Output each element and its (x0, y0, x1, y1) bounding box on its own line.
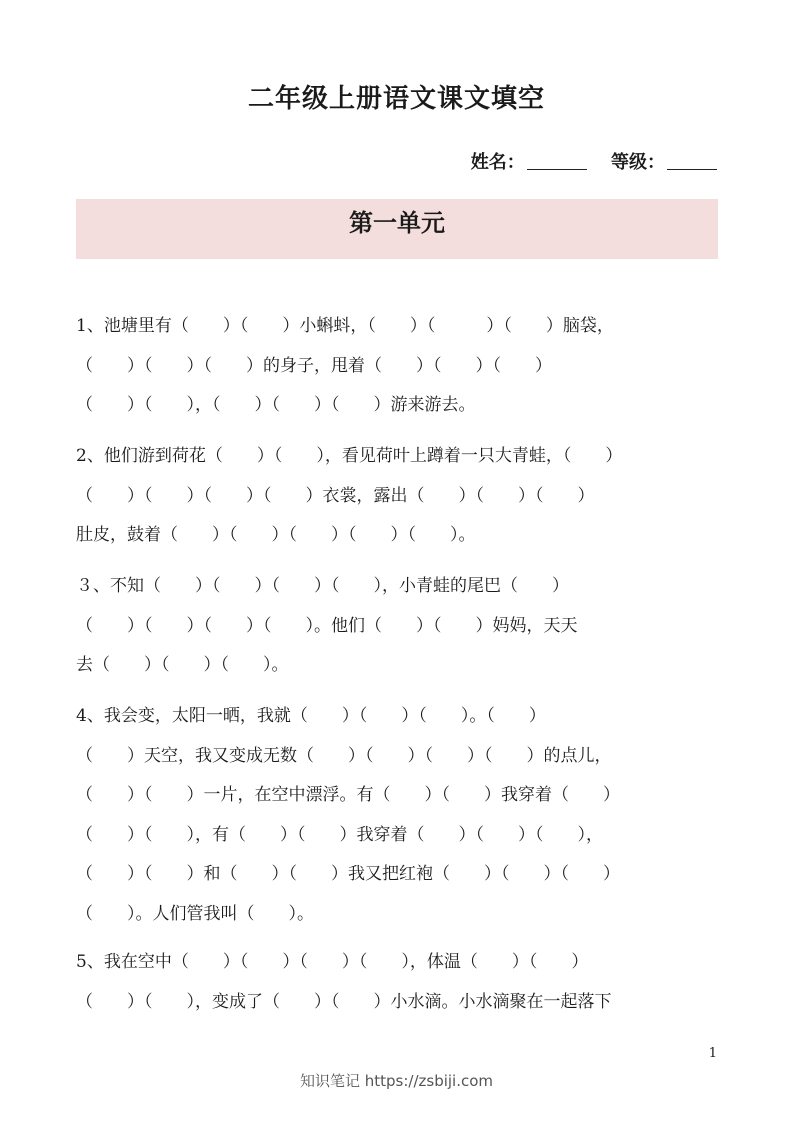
question-line: 5、我在空中（ ）（ ）（ ）（ ），体温（ ）（ ） (76, 952, 589, 972)
question-line: 去（ ）（ ）（ ）。 (76, 655, 289, 675)
question-line: （ ）（ ）（ ）（ ）。他们（ ）（ ）妈妈，天天 (76, 615, 578, 636)
question-line: ３、不知（ ）（ ）（ ）（ ），小青蛙的尾巴（ ） (76, 576, 569, 596)
question-line: 2、他们游到荷花（ ）（ ），看见荷叶上蹲着一只大青蛙，（ ） (76, 446, 623, 466)
page-title: 二年级上册语文课文填空 (247, 84, 545, 114)
question-5 (76, 951, 736, 1030)
unit-title: 第一单元 (349, 208, 445, 237)
question-line: （ ）。人们管我叫（ ）。 (76, 903, 314, 924)
name-label: 姓名： (470, 152, 525, 173)
name-blank[interactable] (527, 169, 587, 170)
question-line: 4、我会变，太阳一晒，我就（ ）（ ）（ ）。（ ） (76, 706, 546, 726)
question-line: 肚皮，鼓着（ ）（ ）（ ）（ ）（ ）。 (76, 525, 476, 545)
question-line: （ ）（ ），变成了（ ）（ ）小水滴。小水滴聚在一起落下 (76, 991, 612, 1012)
question-line: （ ）（ ）和（ ）（ ）我又把红袍（ ）（ ）（ ） (76, 864, 620, 884)
unit-banner (76, 199, 718, 259)
question-line: 1、池塘里有（ ）（ ）小蝌蚪，（ ）（ ）（ ）脑袋， (76, 316, 614, 336)
question-3 (76, 575, 736, 694)
question-line: （ ）（ ）（ ）（ ）衣裳，露出（ ）（ ）（ ） (76, 485, 595, 506)
question-1 (76, 315, 736, 434)
grade-label: 等级： (611, 152, 665, 173)
question-2 (76, 445, 736, 564)
student-info (471, 148, 717, 174)
question-line: （ ）（ ）（ ）的身子，甩着（ ）（ ）（ ） (76, 355, 552, 376)
question-line: （ ）（ ），有（ ）（ ）我穿着（ ）（ ）（ ）， (76, 824, 603, 845)
question-line: （ ）天空，我又变成无数（ ）（ ）（ ）（ ）的点儿， (76, 745, 612, 766)
question-line: （ ）（ ）一片，在空中漂浮。有（ ）（ ）我穿着（ ） (76, 785, 620, 805)
grade-blank[interactable] (667, 169, 717, 170)
question-line: （ ）（ ），（ ）（ ）（ ）游来游去。 (76, 395, 476, 415)
question-4 (76, 705, 736, 942)
page-number: 1 (708, 1046, 717, 1061)
footer-watermark[interactable]: 知识笔记 https://zsbiji.com (299, 1072, 494, 1090)
